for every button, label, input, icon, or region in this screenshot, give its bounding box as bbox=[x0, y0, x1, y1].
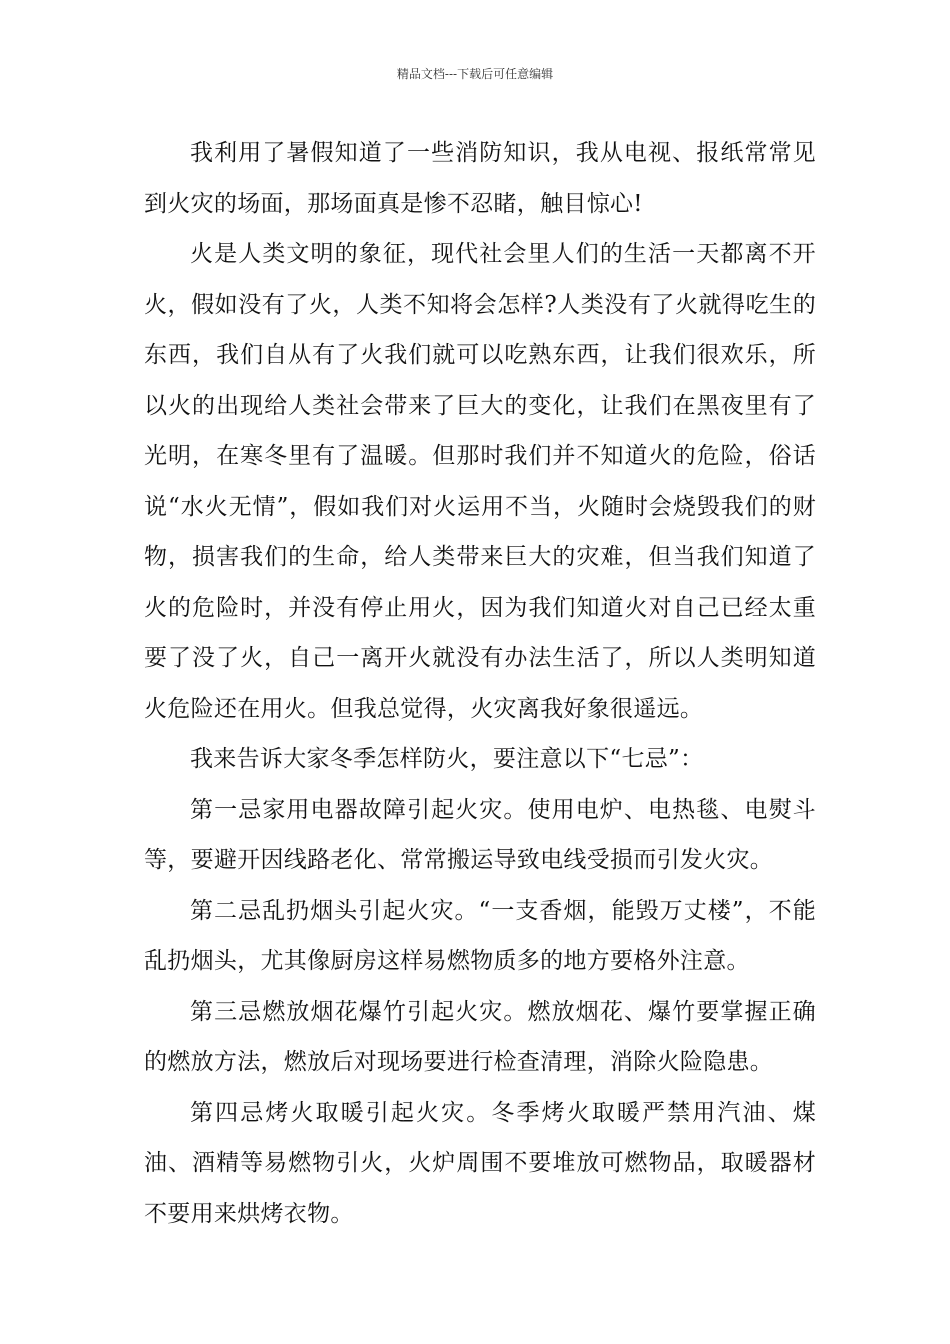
paragraph-6: 第三忌燃放烟花爆竹引起火灾。燃放烟花、爆竹要掌握正确的燃放方法，燃放后对现场要进行检查清理，消除火险隐患。 bbox=[144, 998, 816, 1075]
paragraph-3: 我来告诉大家冬季怎样防火，要注意以下“七忌”： bbox=[190, 746, 704, 772]
document-body bbox=[144, 128, 816, 1239]
paragraph-7: 第四忌烤火取暖引起火灾。冬季烤火取暖严禁用汽油、煤油、酒精等易燃物引火，火炉周围不要堆放可燃物品，取暖器材不要用来烘烤衣物。 bbox=[144, 1099, 816, 1227]
page-header: 精品文档---下载后可任意编辑 bbox=[396, 67, 554, 81]
paragraph-5: 第二忌乱扔烟头引起火灾。“一支香烟，能毁万丈楼”，不能乱扔烟头，尤其像厨房这样易燃物质多的地方要格外注意。 bbox=[144, 897, 816, 974]
paragraph-2: 火是人类文明的象征，现代社会里人们的生活一天都离不开火，假如没有了火，人类不知将会怎样?人类没有了火就得吃生的东西，我们自从有了火我们就可以吃熟东西，让我们很欢乐，所以火的出现给人类社会带来了巨大的变化，让我们在黑夜里有了光明，在寒冬里有了温暖。但那时我们并不知道火的危险，俗话说“水火无情”，假如我们对火运用不当，火随时会烧毁我们的财物，损害我们的生命，给人类带来巨大的灾难，但当我们知道了火的危险时，并没有停止用火，因为我们知道火对自己已经太重要了没了火，自己一离开火就没有办法生活了，所以人类明知道火危险还在用火。但我总觉得，火灾离我好象很遥远。 bbox=[144, 241, 816, 722]
paragraph-4: 第一忌家用电器故障引起火灾。使用电炉、电热毯、电熨斗等，要避开因线路老化、常常搬运导致电线受损而引发火灾。 bbox=[144, 796, 816, 873]
paragraph-1: 我利用了暑假知道了一些消防知识，我从电视、报纸常常见到火灾的场面，那场面真是惨不忍睹，触目惊心! bbox=[144, 140, 816, 217]
